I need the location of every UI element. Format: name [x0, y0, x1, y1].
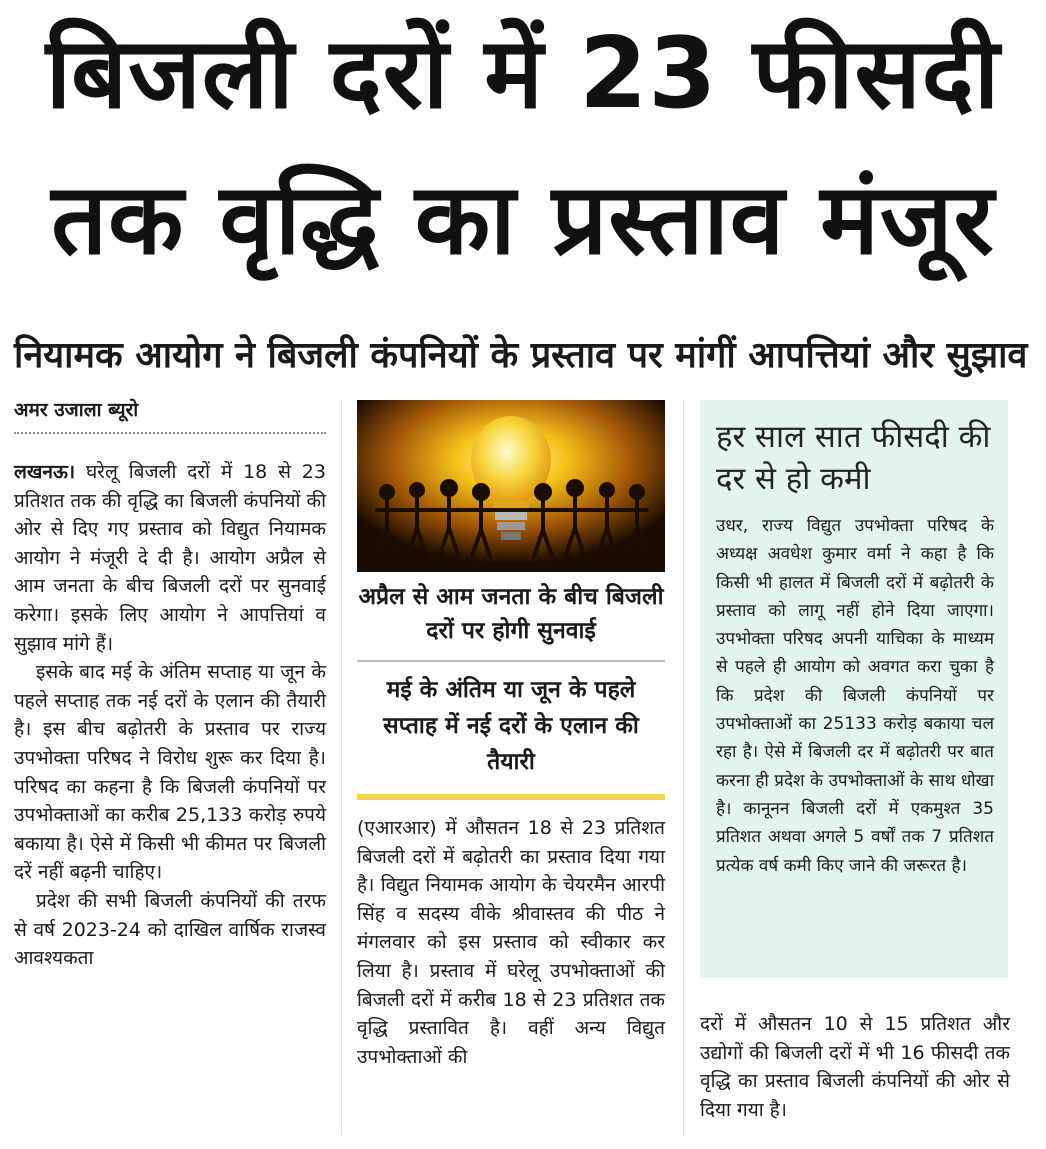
bulb-photo: [357, 400, 665, 572]
subheadline: नियामक आयोग ने बिजली कंपनियों के प्रस्ताव पर मांगीं आपत्तियां और सुझाव: [14, 335, 1028, 376]
box-text: उधर, राज्य विद्युत उपभोक्ता परिषद के अध्यक्ष अवधेश कुमार वर्मा ने कहा है कि किसी भी हालत में बिजली दरों में बढ़ोतरी के प्रस्ताव को लागू नहीं होने दिया जाएगा। उपभोक्ता परिषद अपनी याचिका के माध्यम से पहले ही आयोग को अवगत करा चुका है कि प्रदेश की बिजली कंपनियों पर उपभोक्ताओं का 25133 करोड़ बकाया चल रहा है। ऐसे में बिजली दर में बढ़ोतरी पर बात करना ही प्रदेश के उपभोक्ताओं के साथ धोखा है। कानूनन बिजली दरों में एकमुश्त 35 प्रतिशत अथवा अगले 5 वर्षों तक 7 प्रतिशत प्रत्येक वर्ष कमी किए जाने की जरूरत है।: [716, 516, 994, 876]
middle-headline-1: अप्रैल से आम जनता के बीच बिजली दरों पर होगी सुनवाई: [358, 584, 664, 644]
byline: अमर उजाला ब्यूरो: [14, 399, 139, 421]
article-column-2: [357, 814, 665, 1071]
article-column-3: [700, 1010, 1010, 1124]
bulb-illustration-icon: [357, 400, 665, 572]
yellow-divider: [357, 794, 665, 800]
paragraph-text: घरेलू बिजली दरों में 18 से 23 प्रतिशत तक की वृद्धि का बिजली कंपनियों की ओर से दिए गए प्रस्ताव को विद्युत नियामक आयोग ने मंजूरी दे दी है। आयोग अप्रैल से आम जनता के बीच बिजली दरों पर सुनवाई करेगा। इसके लिए आयोग ने आपत्तियां व सुझाव मांगे हैं।: [14, 461, 326, 655]
headline-line-2: तक वृद्धि का प्रस्ताव मंजूर: [51, 163, 995, 277]
box-heading: हर साल सात फीसदी की दर से हो कमी: [716, 419, 991, 497]
middle-headline-2: मई के अंतिम या जून के पहले सप्ताह में नई दरों के एलान की तैयारी: [383, 677, 639, 775]
paragraph: इसके बाद मई के अंतिम सप्ताह या जून के पहले सप्ताह तक नई दरों के एलान की तैयारी है। इस बीच बढ़ोतरी के प्रस्ताव पर राज्य उपभोक्ता परिषद ने विरोध शुरू कर दिया है। परिषद का कहना है कि बिजली कंपनियों पर उपभोक्ताओं का करीब 25,133 करोड़ रुपये बकाया है। ऐसे में किसी भी कीमत पर बिजली दरें नहीं बढ़नी चाहिए।: [14, 661, 326, 884]
paragraph: प्रदेश की सभी बिजली कंपनियों की तरफ से वर्ष 2023-24 को दाखिल वार्षिक राजस्व आवश्यकता: [14, 889, 326, 970]
middle-divider: [357, 660, 665, 662]
paragraph: [14, 458, 326, 658]
paragraph: (एआरआर) में औसतन 18 से 23 प्रतिशत बिजली दरों में बढ़ोतरी का प्रस्ताव दिया गया है। विद्युत नियामक आयोग के चेयरमैन आरपी सिंह व सदस्य वीके श्रीवास्तव की पीठ ने मंगलवार को इस प्रस्ताव को स्वीकार कर लिया है। प्रस्ताव में घरेलू उपभोक्ताओं की बिजली दरों में करीब 18 से 23 प्रतिशत तक वृद्धि प्रस्तावित है। वहीं अन्य विद्युत उपभोक्ताओं की: [357, 817, 665, 1068]
column-divider: [341, 400, 342, 1135]
paragraph: दरों में औसतन 10 से 15 प्रतिशत और उद्योगों की बिजली दरों में भी 16 फीसदी तक वृद्धि का प्रस्ताव बिजली कंपनियों की ओर से दिया गया है।: [700, 1013, 1010, 1121]
headline-line-1: बिजली दरों में 23 फीसदी: [45, 17, 1001, 131]
byline-divider: [14, 432, 326, 434]
column-divider: [683, 400, 684, 1135]
article-column-1: [14, 458, 326, 973]
dateline: लखनऊ।: [14, 461, 76, 483]
